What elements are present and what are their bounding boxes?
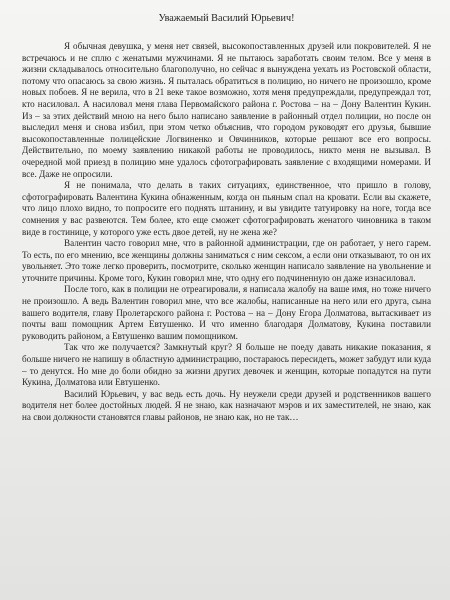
paragraph-2: Я не понимала, что делать в таких ситуациях, единственное, что пришло в голову, сфотографировать Валентина Кукина обнаженным, когда он пьяным спал на кровати. Если вы скажете, что лицо плохо видно, то попросите его поднять штанину, и вы увидите татуировку на ноге, тогда все сомнения у вас развеются. Тем более, кто еще сможет сфотографировать женатого чиновника в таком виде в гостинице, у которого уже есть двое детей, ну не жена же? bbox=[22, 180, 431, 237]
paragraph-4: После того, как в полиции не отреагировали, я написала жалобу на ваше имя, но тоже ничего не произошло. А ведь Валентин говорил мне, что все жалобы, написанные на него или его друга, сына вашего водителя, главу Пролетарского района г. Ростова – на – Дону Егора Долматова, вытаскивает из почты ваш помощник Артем Евтушенко. И что именно благодаря Долматову, Кукина поставили руководить районом, а Евтушенко вашим помощником. bbox=[22, 284, 431, 341]
paragraph-6: Василий Юрьевич, у вас ведь есть дочь. Ну неужели среди друзей и родственников вашего водителя нет более достойных людей. Я не знаю, как назначают мэров и их заместителей, не знаю, как на свои должности становятся главы районов, не знаю как, но не так… bbox=[22, 388, 431, 422]
paragraph-5: Так что же получается? Замкнутый круг? Я больше не поеду давать никакие показания, я больше ничего не напишу в областную администрацию, постараюсь пересидеть, может забудут или куда – то денутся. Но мне до боли обидно за жизни других девочек и женщин, которые попадутся на пути Кукина, Долматова или Евтушенко. bbox=[22, 342, 431, 388]
paragraph-1: Я обычная девушка, у меня нет связей, высокопоставленных друзей или покровителей. Я не встречаюсь и не сплю с женатыми мужчинами. Я не пытаюсь заработать своим телом. Все у меня в жизни складывалось относительно благополучно, но сейчас я вынуждена уехать из Ростовской области, потому что опасаюсь за свою жизнь. Я пыталась обратиться в полицию, но ничего не произошло, кроме новых побоев. Я не верила, что в 21 веке такое возможно, хотя меня предупреждали, предупреждал тот, кто насиловал. А насиловал меня глава Первомайского района г. Ростова – на – Дону Валентин Кукин. Из – за этих действий мною на него было написано заявление в районный отдел полиции, но после он выследил меня и снова избил, при этом четко объяснив, что городом руководят его друзья, бывшие высокопоставленные полицейские Логвиненко и Овчинников, которые решают все его вопросы. Действительно, по моему заявлению никакой работы не проводилось, никто меня не вызывал. В очередной мой приезд в полицию мне удалось сфотографировать заявление с входящими номерами. И все. Даже не опросили. bbox=[22, 41, 431, 179]
paragraph-3: Валентин часто говорил мне, что в районной администрации, где он работает, у него гарем. То есть, по его мнению, все женщины должны заниматься с ним сексом, а если они отказывают, то он их увольняет. Это тоже легко проверить, посмотрите, сколько женщин написало заявление на увольнение и уточните причины. Кроме того, Кукин говорил мне, что одну его подчиненную он даже изнасиловал. bbox=[22, 238, 431, 283]
letter-salutation: Уважаемый Василий Юрьевич! bbox=[158, 13, 295, 24]
